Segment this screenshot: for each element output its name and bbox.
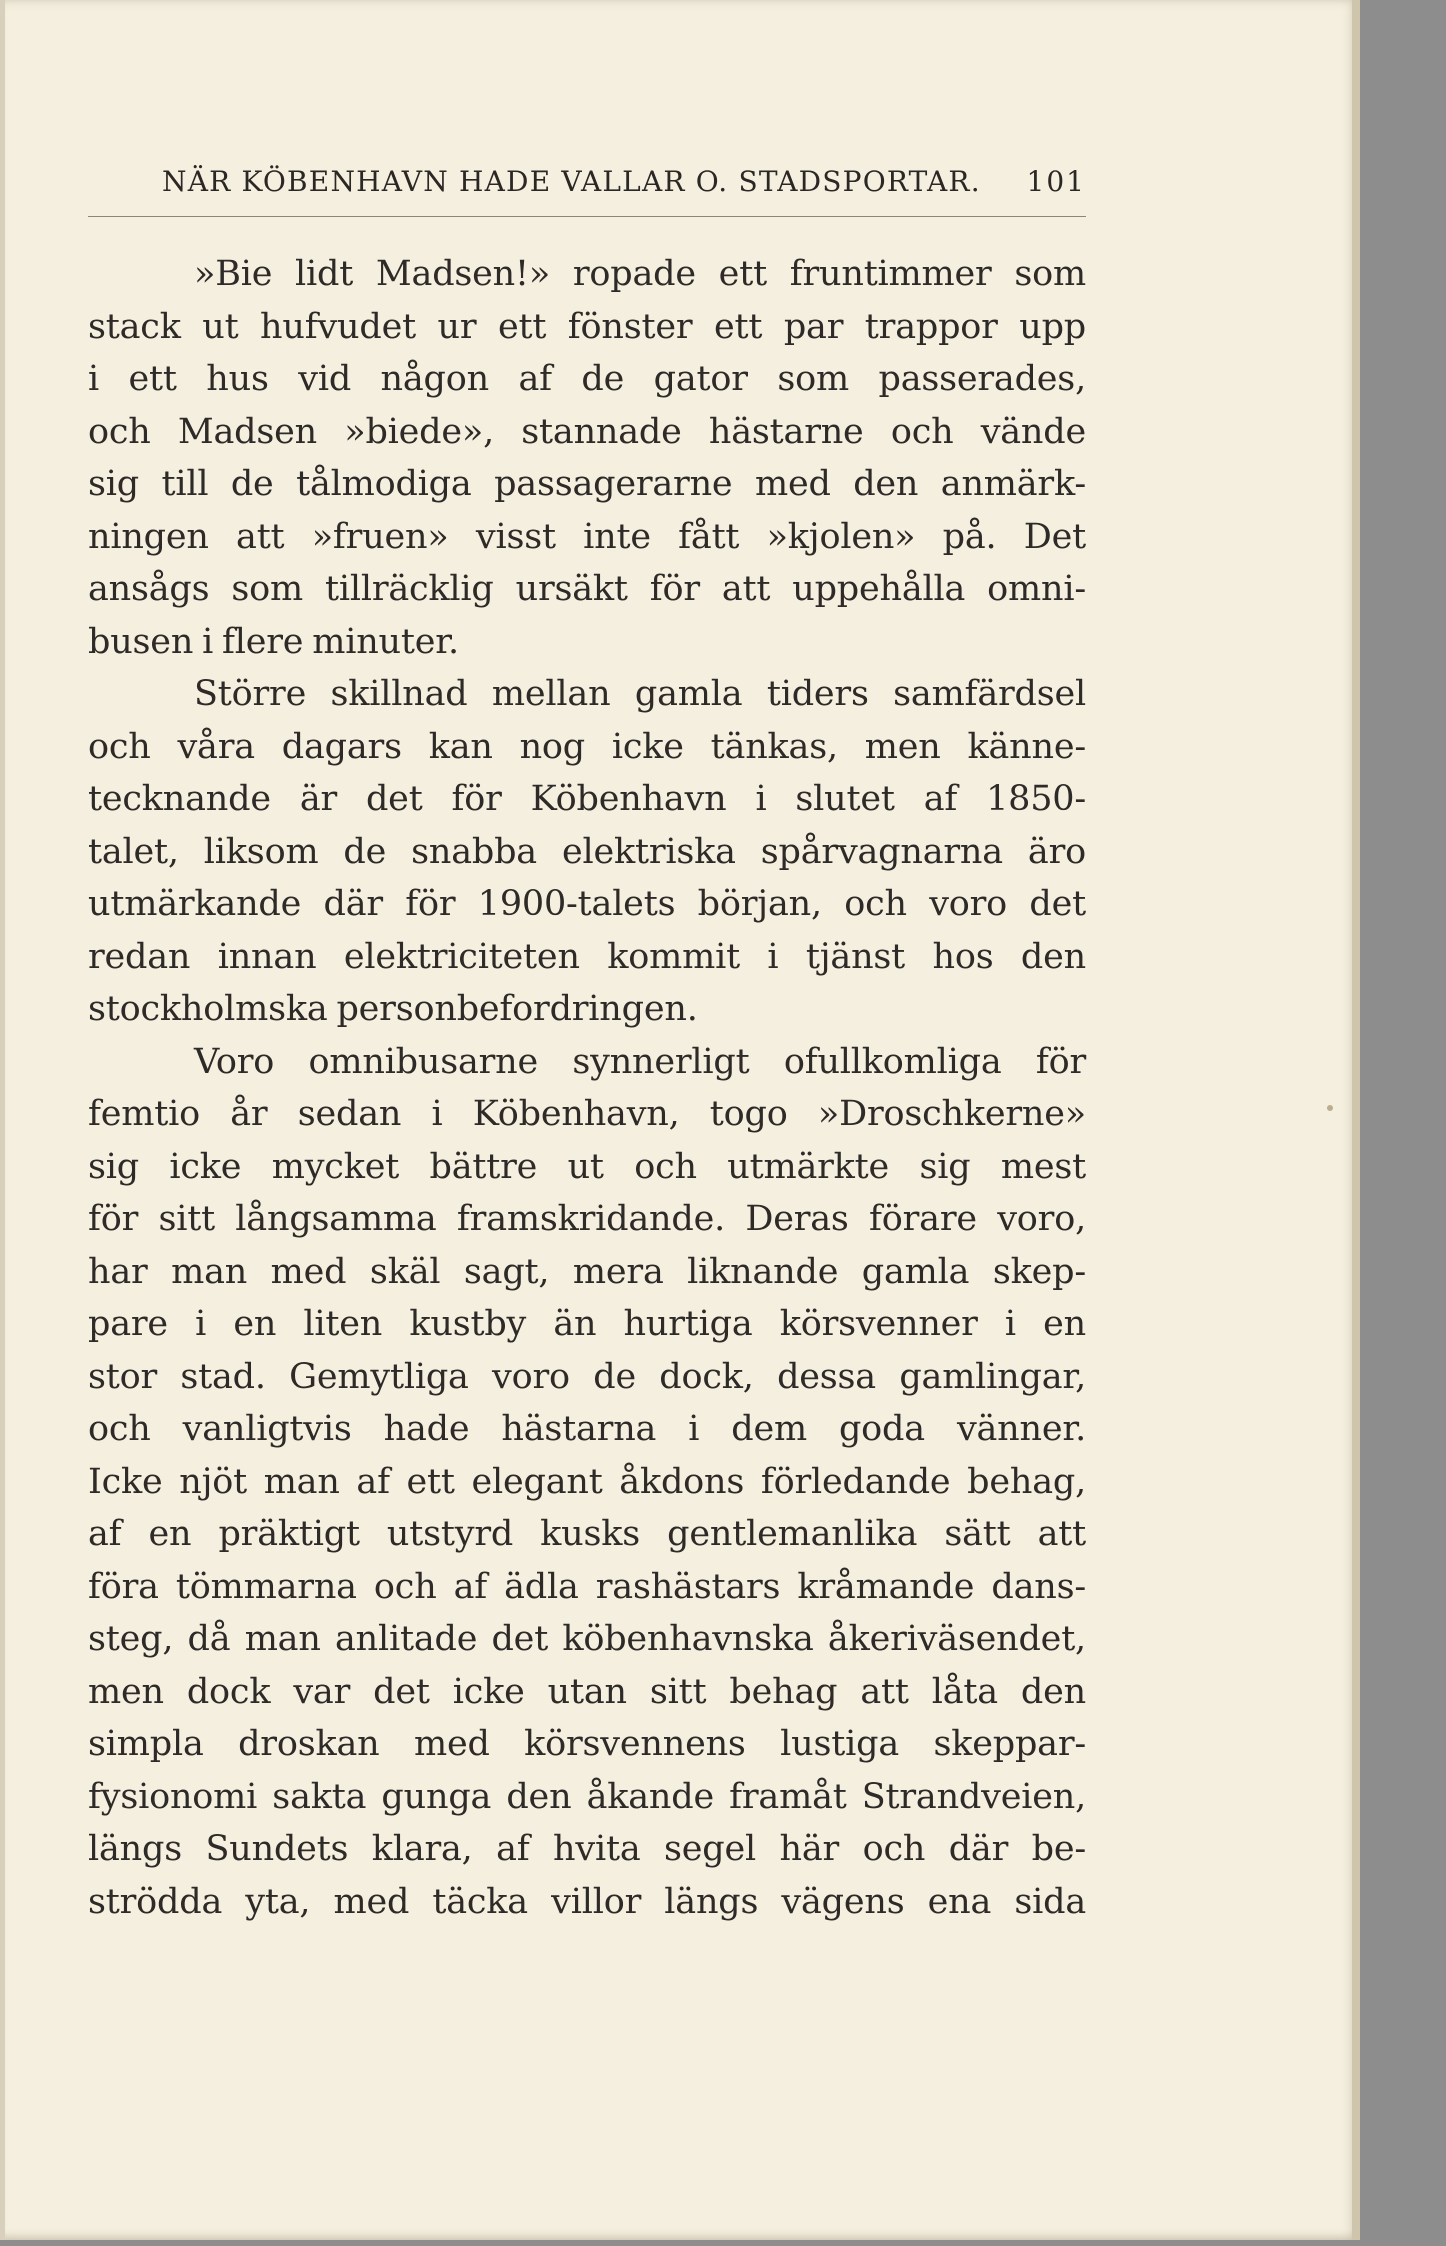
running-head — [88, 165, 1086, 209]
text-line: fysionomi sakta gunga den åkande framåt Strandveien, — [88, 1776, 1086, 1817]
text-line: och Madsen »biede», stannade hästarne och vände — [88, 411, 1086, 452]
text-line: »Bie lidt Madsen!» ropade ett fruntimmer som — [194, 254, 1086, 294]
text-line: har man med skäl sagt, mera liknande gamla skep- — [88, 1251, 1086, 1292]
text-line: i ett hus vid någon af de gator som passerades, — [88, 359, 1086, 399]
text-line: stack ut hufvudet ur ett fönster ett par trappor upp — [88, 306, 1086, 347]
text-line: Icke njöt man af ett elegant åkdons förledande behag, — [88, 1461, 1086, 1502]
text-line: sig till de tålmodiga passagerarne med den anmärk- — [88, 464, 1086, 504]
page-fore-edge — [1352, 0, 1360, 2240]
text-line: simpla droskan med körsvennens lustiga skeppar- — [88, 1724, 1086, 1764]
text-line: och vanligtvis hade hästarna i dem goda vänner. — [88, 1409, 1086, 1449]
text-line: stor stad. Gemytliga voro de dock, dessa gamlingar, — [88, 1356, 1086, 1397]
text-line: strödda yta, med täcka villor längs vägens ena sida — [88, 1881, 1086, 1922]
text-line: pare i en liten kustby än hurtiga körsvenner i en — [88, 1304, 1086, 1344]
text-line: och våra dagars kan nog icke tänkas, men känne- — [88, 726, 1086, 767]
text-line: föra tömmarna och af ädla rashästars kråmande dans- — [88, 1566, 1086, 1607]
text-line: stockholmska personbefordringen. — [88, 989, 698, 1029]
text-line: utmärkande där för 1900-talets början, och voro det — [88, 884, 1086, 924]
text-line: Större skillnad mellan gamla tiders samfärdsel — [194, 674, 1086, 714]
body-text — [88, 248, 1086, 1928]
text-line: men dock var det icke utan sitt behag att låta den — [88, 1671, 1086, 1712]
text-line: af en präktigt utstyrd kusks gentlemanlika sätt att — [88, 1514, 1086, 1554]
text-line: för sitt långsamma framskridande. Deras förare voro, — [88, 1199, 1086, 1239]
page-gutter-edge — [0, 0, 5, 2240]
text-line: tecknande är det för Köbenhavn i slutet af 1850- — [88, 779, 1086, 819]
text-line: busen i flere minuter. — [88, 621, 459, 662]
running-head-title: NÄR KÖBENHAVN HADE VALLAR O. STADSPORTAR. — [162, 165, 981, 198]
text-line: Voro omnibusarne synnerligt ofullkomliga för — [194, 1041, 1086, 1082]
text-line: femtio år sedan i Köbenhavn, togo »Droschkerne» — [88, 1094, 1086, 1134]
text-line: sig icke mycket bättre ut och utmärkte sig mest — [88, 1146, 1086, 1187]
paper-speck — [1327, 1105, 1333, 1111]
text-line: talet, liksom de snabba elektriska spårvagnarna äro — [88, 831, 1086, 872]
text-line: ningen att »fruen» visst inte fått »kjolen» på. Det — [88, 516, 1086, 557]
header-rule — [88, 216, 1086, 217]
text-line: steg, då man anlitade det köbenhavnska åkeriväsendet, — [88, 1619, 1086, 1659]
text-line: redan innan elektriciteten kommit i tjänst hos den — [88, 936, 1086, 977]
page-number: 101 — [1026, 165, 1086, 198]
text-line: längs Sundets klara, af hvita segel här och där be- — [88, 1829, 1086, 1869]
text-line: ansågs som tillräcklig ursäkt för att uppehålla omni- — [88, 569, 1086, 609]
